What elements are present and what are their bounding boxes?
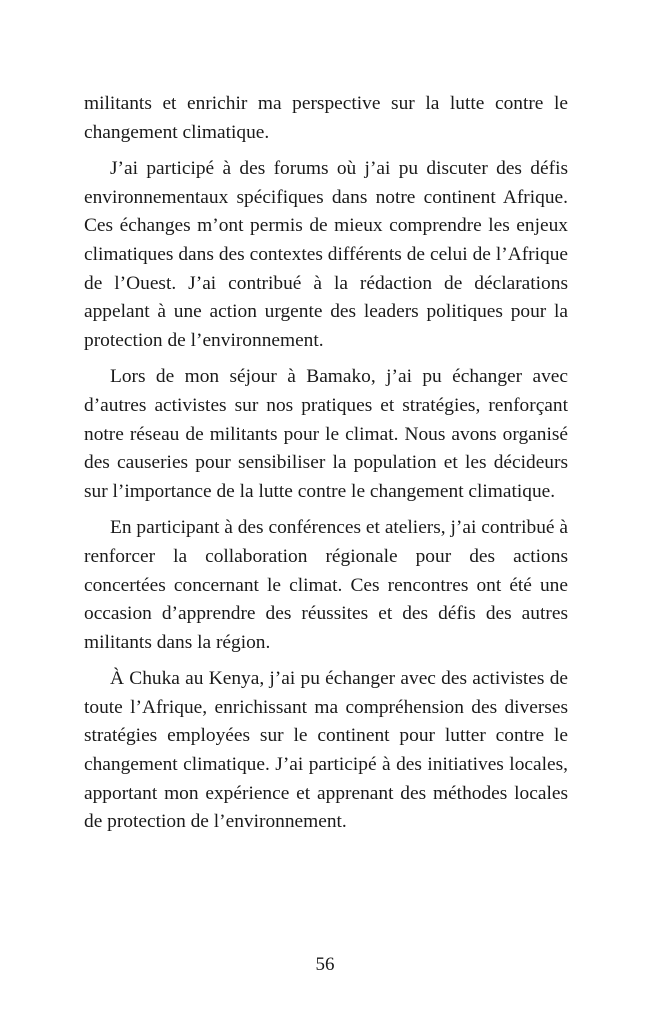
- paragraph-continued: militants et enrichir ma perspective sur la lutte contre le changement climatique.: [84, 93, 568, 143]
- paragraph-bamako: Lors de mon séjour à Bamako, j’ai pu échanger avec d’autres activistes sur nos pratiques et stratégies, renforçant notre réseau de militants pour le climat. Nous avons organisé des causeries pour sensibiliser la population et les décideurs sur l’importance de la lutte contre le changement climatique.: [84, 366, 568, 502]
- paragraph-forums: J’ai participé à des forums où j’ai pu discuter des défis environnementaux spécifiques dans notre continent Afrique. Ces échanges m’ont permis de mieux comprendre les enjeux climatiques dans des contextes différents de celui de l’Afrique de l’Ouest. J’ai contribué à la rédaction de déclarations appelant à une action urgente des leaders politiques pour la protection de l’environnement.: [84, 158, 568, 351]
- paragraph-conferences: En participant à des conférences et ateliers, j’ai contribué à renforcer la collaboration régionale pour des actions concertées concernant le climat. Ces rencontres ont été une occasion d’apprendre des réussites et des défis des autres militants dans la région.: [84, 517, 568, 653]
- page-number: 56: [315, 954, 335, 975]
- body-text: [84, 90, 568, 845]
- paragraph-chuka: À Chuka au Kenya, j’ai pu échanger avec des activistes de toute l’Afrique, enrichissant ma compréhension des diverses stratégies employées sur le continent pour lutter contre le changement climatique. J’ai participé à des initiatives locales, apportant mon expérience et apprenant des méthodes locales de protection de l’environnement.: [84, 668, 568, 833]
